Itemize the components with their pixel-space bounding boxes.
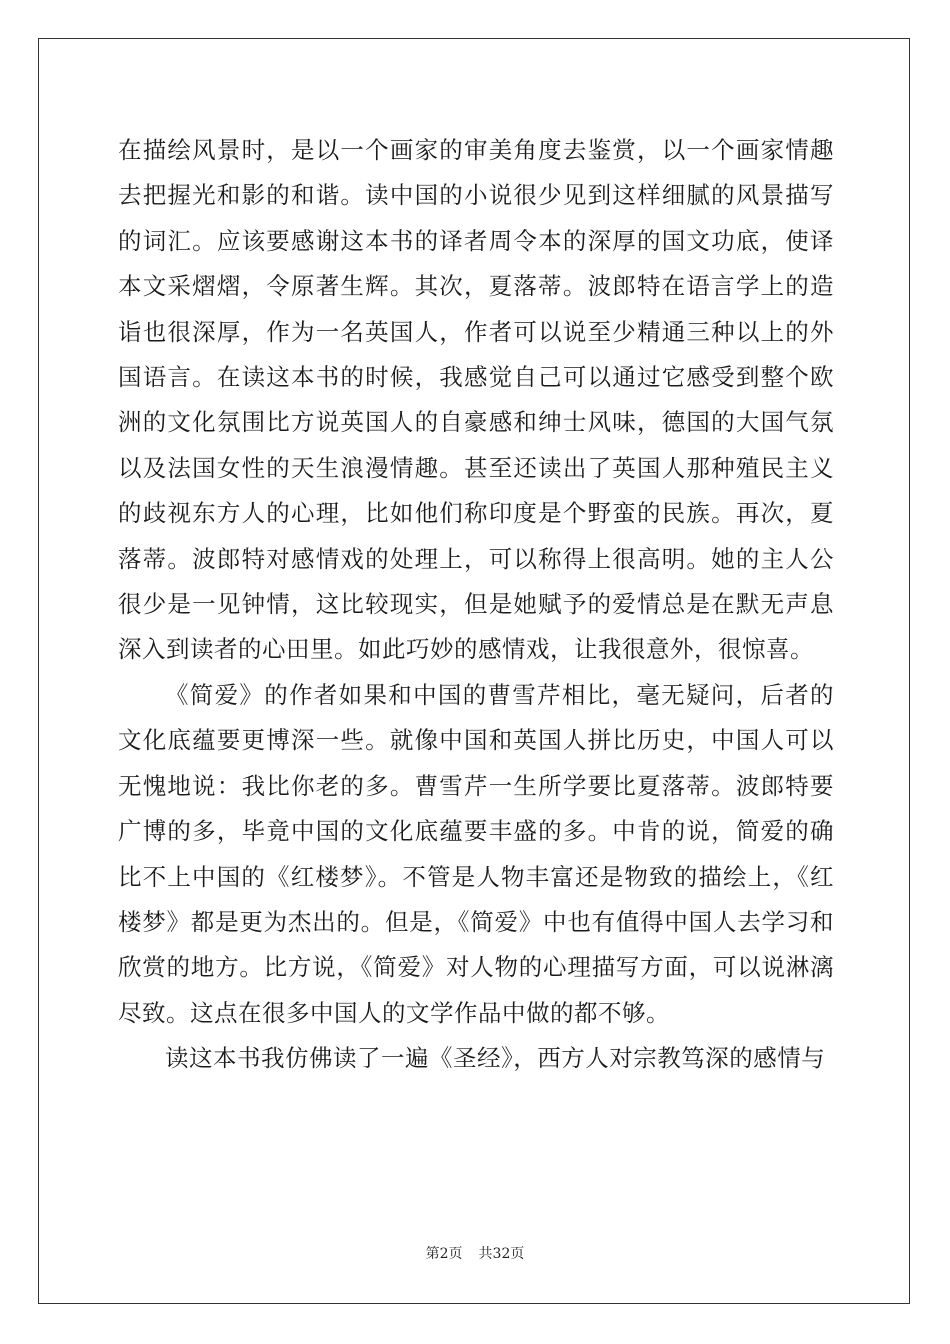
- page-total: 共32页: [478, 1246, 525, 1262]
- document-body: [118, 128, 834, 1082]
- page-number: 第2页: [425, 1246, 463, 1262]
- paragraph-3: 读这本书我仿佛读了一遍《圣经》，西方人对宗教笃深的感情与: [165, 1044, 826, 1073]
- paragraph-1: 在描绘风景时，是以一个画家的审美角度去鉴赏，以一个画家情趣去把握光和影的和谐。读中国的小说很少见到这样细腻的风景描写的词汇。应该要感谢这本书的译者周令本的深厚的国文功底，使译本文采熠熠，令原著生辉。其次，夏落蒂。波郎特在语言学上的造诣也很深厚，作为一名英国人，作者可以说至少精通三种以上的外国语言。在读这本书的时候，我感觉自己可以通过它感受到整个欧洲的文化氛围比方说英国人的自豪感和绅士风味，德国的大国气氛以及法国女性的天生浪漫情趣。甚至还读出了英国人那种殖民主义的歧视东方人的心理，比如他们称印度是个野蛮的民族。再次，夏落蒂。波郎特对感情戏的处理上，可以称得上很高明。她的主人公很少是一见钟情，这比较现实，但是她赋予的爱情总是在默无声息深入到读者的心田里。如此巧妙的感情戏，让我很意外，很惊喜。: [118, 136, 834, 664]
- page-footer: [0, 1243, 950, 1263]
- paragraph-2: 《简爱》的作者如果和中国的曹雪芹相比，毫无疑问，后者的文化底蕴要更博深一些。就像中国和英国人拼比历史，中国人可以无愧地说：我比你老的多。曹雪芹一生所学要比夏落蒂。波郎特要广博的多，毕竟中国的文化底蕴要丰盛的多。中肯的说，简爱的确比不上中国的《红楼梦》。不管是人物丰富还是物致的描绘上，《红楼梦》都是更为杰出的。但是，《简爱》中也有值得中国人去学习和欣赏的地方。比方说，《简爱》对人物的心理描写方面，可以说淋漓尽致。这点在很多中国人的文学作品中做的都不够。: [118, 680, 834, 1027]
